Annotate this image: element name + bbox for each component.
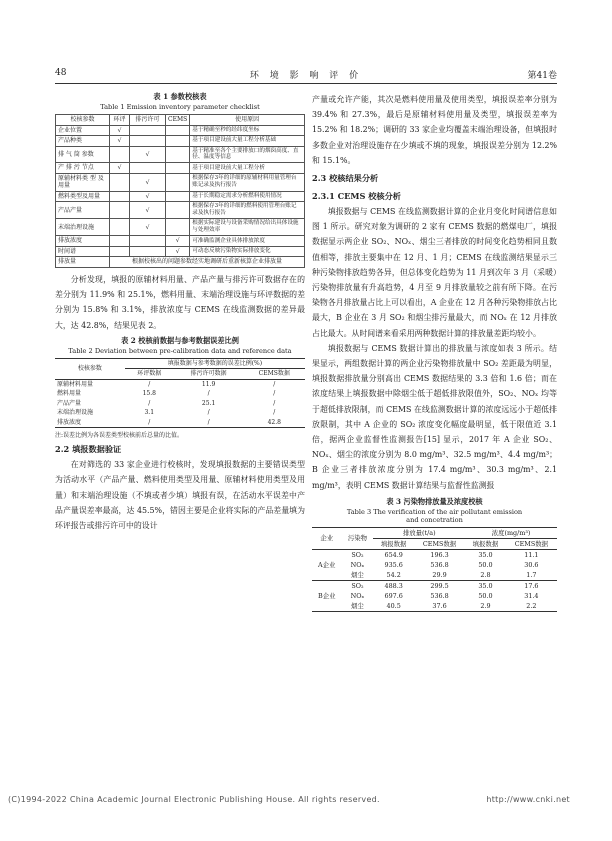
cems-conc-cell: 2.2 xyxy=(526,601,537,610)
cems-cell xyxy=(166,219,190,236)
right-column xyxy=(312,92,557,612)
table-row xyxy=(56,191,305,202)
reported-conc-cell: 35.0 xyxy=(478,550,493,559)
pollutant-cell: 烟尘 xyxy=(351,601,364,610)
table2-body xyxy=(55,379,305,428)
param-cell: 排放量 xyxy=(56,257,110,268)
permit-cell: √ xyxy=(130,191,166,202)
reported-conc-cell: 35.0 xyxy=(478,581,493,590)
header-rule xyxy=(55,83,557,84)
table3-caption-en: Table 3 The verification of the air pollutant emission xyxy=(346,507,523,516)
cems-paragraph-2: 填报数据与 CEMS 数据计算出的排放量与浓度如表 3 所示。结果显示，两组数据计算的两企业污染物排放量中 SO₂ 差距最为明显，填报数据排放量分别高出 CEMS 数据结果的 3.3 倍和 1.6 倍；而在浓度结果上填报数据中除烟尘低于超低排放限值外，SO₂、NOₓ 均等于超低排放限制，而 CEMS 在线监测数据计算的浓度远远小于超低排放限制，其中 A 企业的 SO₂ 浓度变化幅度最明显，低于限值近 3.1 倍，据两企业监督性监测报告[15] 显示，2017 年 A 企业 SO₂、NOₓ、烟尘的浓度分别为 8.0 mg/m³、32.5 mg/m³、4.4 mg/m³；B 企业三者排放浓度分别为 17.4 mg/m³、30.3 mg/m³、2.1 mg/m³，表明 CEMS 数据计算结果与监督性监测报 xyxy=(312,343,557,490)
reason-cell: 根据保存3年的详细的燃料使用管理台账记录及执行报告 xyxy=(190,202,305,219)
param-cell: 燃料类型及用量 xyxy=(56,191,110,202)
cems-cell xyxy=(166,136,190,147)
table-row xyxy=(56,125,305,136)
permit-cell xyxy=(130,125,166,136)
cems-cell xyxy=(166,202,190,219)
cems-cell: √ xyxy=(166,236,190,247)
permit-cell xyxy=(130,236,166,247)
journal-title: 环 境 影 响 评 价 xyxy=(249,71,363,81)
cems-value-cell: 42.8 xyxy=(267,418,281,426)
cems-emission-cell: 37.6 xyxy=(432,601,447,610)
eia-value-cell: 3.1 xyxy=(144,409,155,417)
cems-conc-cell: 17.6 xyxy=(524,581,539,590)
reason-cell: 可准确监测企业具体排放浓度 xyxy=(190,236,305,247)
table-row xyxy=(56,146,305,163)
permit-value-cell: / xyxy=(207,409,210,417)
eia-cell: √ xyxy=(110,163,130,174)
param-cell: 产 排 污 节点 xyxy=(56,163,110,174)
eia-cell: √ xyxy=(110,125,130,136)
section-2-2-heading: 2.2 填报数据验证 xyxy=(55,444,122,455)
eia-cell: √ xyxy=(110,136,130,147)
cems-conc-cell: 1.7 xyxy=(506,570,557,581)
table3-conc-header: 浓度(mg/m³) xyxy=(465,527,557,538)
permit-cell xyxy=(130,136,166,147)
cems-value-cell: / xyxy=(273,390,276,398)
pollutant-cell: NOₓ xyxy=(350,560,365,569)
reported-conc-cell: 2.8 xyxy=(465,570,506,581)
table-row xyxy=(312,580,557,591)
footer xyxy=(0,795,612,804)
cems-emission-cell: 196.3 xyxy=(430,550,449,559)
cems-emission-cell: 536.8 xyxy=(430,591,449,600)
reported-emission-cell: 40.5 xyxy=(386,601,401,610)
table-row xyxy=(55,389,305,399)
reason-cell: 根据实际建设与设备采购情况给出具体设施与处理效率 xyxy=(190,219,305,236)
table-row xyxy=(56,163,305,174)
table2-col-header: 排污许可数据 xyxy=(174,369,244,380)
reported-emission-cell: 935.6 xyxy=(384,560,403,569)
cems-cell: √ xyxy=(166,246,190,257)
reported-emission-cell: 54.2 xyxy=(373,570,414,581)
reason-cell: 根据保存3年的详细的原辅材料用量管理台账记录及执行报告 xyxy=(190,173,305,191)
reason-cell: 基于长期稳定需求分析燃料使用情况 xyxy=(190,191,305,202)
table-row xyxy=(312,549,557,560)
param-cell: 燃料用量 xyxy=(57,390,82,398)
permit-cell: √ xyxy=(130,202,166,219)
table3-body xyxy=(312,549,557,611)
table2-group-header: 填报数据与参考数据的误差比例(%) xyxy=(125,358,305,369)
param-cell: 排放浓度 xyxy=(57,418,82,426)
table-row xyxy=(56,219,305,236)
cems-value-cell: / xyxy=(273,380,276,388)
param-cell: 产品产量 xyxy=(56,202,110,219)
reported-emission-cell: 697.6 xyxy=(384,591,403,600)
eia-value-cell: / xyxy=(148,418,151,426)
permit-value-cell: / xyxy=(207,390,210,398)
table3-sub-header: CEMS数据 xyxy=(506,538,557,549)
page-number: 48 xyxy=(55,68,67,78)
table3-caption-en-line2: and concetration xyxy=(406,515,463,524)
table-row xyxy=(55,418,305,428)
company-cell: A企业 xyxy=(312,549,342,580)
eia-value-cell: / xyxy=(148,380,151,388)
eia-cell xyxy=(110,202,130,219)
reason-cell: 基于精准至各个主要排放口的烟囱高度、直径、温度等信息 xyxy=(190,146,305,163)
param-cell: 排放浓度 xyxy=(56,236,110,247)
table2-caption-en: Table 2 Deviation between pre-calibration data and reference data xyxy=(68,346,292,355)
table-row xyxy=(312,560,557,570)
table1-header: 校核参数 xyxy=(56,115,110,126)
permit-cell xyxy=(130,163,166,174)
reason-cell: 基于精确至秒的经纬度坐标 xyxy=(190,125,305,136)
table-row xyxy=(55,408,305,418)
eia-cell xyxy=(110,246,130,257)
param-cell: 产品产量 xyxy=(57,399,82,407)
table1 xyxy=(55,114,305,268)
reported-emission-cell: 654.9 xyxy=(384,550,403,559)
cems-conc-cell: 11.1 xyxy=(524,550,539,559)
footer-url: http://www.cnki.net xyxy=(486,795,570,804)
permit-cell xyxy=(130,246,166,257)
table-row xyxy=(312,570,557,581)
table3-sub-header: 填报数据 xyxy=(373,538,414,549)
cems-paragraph-1: 填报数据与 CEMS 在线监测数据计算的企业月变化时间谱信息如图 1 所示。研究对象为调研的 2 家有 CEMS 数据的燃煤电厂，填报数据显示两企业 SO₂、NOₓ、烟尘三者排放的时间变化趋势相同且数值相等，排放主要集中在 12 月、1 月；CEMS 在线监测结果显示三种污染物排放趋势各异，但总体变化趋势为 11 月到次年 3 月（采暖）污染物排放量有升高趋势，4 月至 9 月排放量较之前有所下降。在污染物各月排放量占比上可以看出，A 企业在 12 月各种污染物排放占比最大，B 企业在 3 月 SO₂ 和烟尘排污量最大，而 NOₓ 在 12 月排放占比最大。从时间谱来看采用两种数据计算的排放量差距均较小。 xyxy=(312,207,557,338)
pollutant-cell: SO₂ xyxy=(351,550,364,559)
pollutant-cell: 烟尘 xyxy=(342,570,374,581)
table2-col-header: 环评数据 xyxy=(125,369,174,380)
section-2-3-heading: 2.3 校核结果分析 xyxy=(312,173,379,184)
eia-cell xyxy=(110,146,130,163)
table3-sub-header: 填报数据 xyxy=(465,538,506,549)
continued-paragraph: 产量或允许产能，其次是燃料使用量及使用类型，填报误差率分别为 39.4% 和 27.3%，最后是原辅材料使用量及类型，填报误差率为 15.2% 和 18.2%；调研的 33 家企业均覆盖末端治理设备，但填报时多数企业对治理设施存在少填或不填的现象，填报误差分别为 12.2% 和 15.1%。 xyxy=(312,95,557,165)
table2-param-header: 校核参数 xyxy=(55,358,125,379)
table3-company-header: 企业 xyxy=(312,527,342,549)
reason-cell: 根据校核出的问题参数经实地调研后重新核算企业排放量 xyxy=(110,257,305,268)
table3-pollutant-header: 污染物 xyxy=(342,527,374,549)
eia-value-cell: 15.8 xyxy=(142,390,156,398)
eia-cell xyxy=(110,219,130,236)
analysis-paragraph: 分析发现，填报的原辅材料用量、产品产量与排污许可数据存在的差分别为 11.9% 和 25.1%，燃料用量、末端治理设施与环评数据的差分别为 15.8% 和 3.1%，排放浓度与 CEMS 在线监测数据的差异最大，达 42.8%，结果见表 2。 xyxy=(55,274,305,330)
table-row xyxy=(55,379,305,389)
volume-label: 第41卷 xyxy=(527,71,557,81)
cems-value-cell: / xyxy=(273,409,276,417)
cems-emission-cell: 299.5 xyxy=(430,581,449,590)
reported-emission-cell: 488.3 xyxy=(384,581,403,590)
table-row xyxy=(56,136,305,147)
reason-cell: 可动态反映污染物实际排放变化 xyxy=(190,246,305,257)
table2-caption-cn: 表 2 校核前数据与参考数据误差比例 xyxy=(121,335,239,345)
copyright-notice: (C)1994-2022 China Academic Journal Electronic Publishing House. All rights reserved. xyxy=(8,795,380,804)
cems-cell xyxy=(166,191,190,202)
table-row xyxy=(56,236,305,247)
section-2-2-paragraph: 在对筛选的 33 家企业进行校核时，发现填报数据的主要错误类型为活动水平（产品产量、燃料使用类型及用量、原辅材料使用类型及用量）和末端治理设施（不填或者少填）填报有误，在活动水平误差中产品产量误差率最高，达 45.5%，错因主要是企业将实际的产品差量填为环评报告或排污许可中的设计 xyxy=(55,460,305,531)
reason-cell: 基于项目建设前大量工程分析基础 xyxy=(190,136,305,147)
table1-header: 使用原因 xyxy=(190,115,305,126)
table-row xyxy=(56,173,305,191)
table-row xyxy=(56,202,305,219)
table-row xyxy=(312,591,557,601)
running-header xyxy=(55,68,557,82)
table-row xyxy=(56,257,305,268)
permit-cell: √ xyxy=(130,146,166,163)
cems-conc-cell: 31.4 xyxy=(524,591,539,600)
param-cell: 企业位置 xyxy=(56,125,110,136)
table2 xyxy=(55,358,305,429)
table1-caption-en: Table 1 Emission inventory parameter checklist xyxy=(100,103,260,111)
eia-cell xyxy=(110,173,130,191)
param-cell: 末端治理设施 xyxy=(56,219,110,236)
pollutant-cell: NOₓ xyxy=(350,591,365,600)
table1-header: CEMS xyxy=(166,115,190,126)
permit-cell: √ xyxy=(130,173,166,191)
table1-caption-cn: 表 1 参数校核表 xyxy=(153,92,207,101)
param-cell: 产品种类 xyxy=(56,136,110,147)
table3-caption-cn: 表 3 污染物排放量及浓度校核 xyxy=(386,496,483,506)
reported-conc-cell: 2.9 xyxy=(480,601,491,610)
table-row xyxy=(312,601,557,612)
left-column xyxy=(55,92,305,533)
permit-value-cell: / xyxy=(207,418,210,426)
cems-emission-cell: 536.8 xyxy=(430,560,449,569)
table-row xyxy=(55,399,305,409)
param-cell: 时间谱 xyxy=(56,246,110,257)
table2-note: 注:误差比例为各误差类型校核前后总量的比值。 xyxy=(55,432,184,440)
cems-cell xyxy=(166,146,190,163)
permit-cell: √ xyxy=(130,219,166,236)
param-cell: 末端治理设施 xyxy=(57,409,94,417)
permit-value-cell: 25.1 xyxy=(201,399,216,407)
eia-value-cell: / xyxy=(148,399,151,407)
table3 xyxy=(312,527,557,612)
table1-header: 排污许可 xyxy=(130,115,166,126)
table3-emission-header: 排放量(t/a) xyxy=(373,527,465,538)
section-2-3-1-heading: 2.3.1 CEMS 校核分析 xyxy=(312,191,401,202)
reason-cell: 基于项目建设前大量工程分析 xyxy=(190,163,305,174)
eia-cell xyxy=(110,236,130,247)
cems-cell xyxy=(166,163,190,174)
pollutant-cell: SO₂ xyxy=(351,581,364,590)
cems-cell xyxy=(166,125,190,136)
table2-col-header: CEMS数据 xyxy=(244,369,306,380)
table1-body xyxy=(56,125,305,267)
param-cell: 排 气 筒 参数 xyxy=(56,146,110,163)
cems-emission-cell: 29.9 xyxy=(414,570,465,581)
reported-conc-cell: 50.0 xyxy=(478,591,493,600)
permit-value-cell: 11.9 xyxy=(201,380,216,388)
table1-header: 环评 xyxy=(110,115,130,126)
cems-conc-cell: 30.6 xyxy=(524,560,539,569)
cems-cell xyxy=(166,173,190,191)
table-row xyxy=(56,246,305,257)
table3-sub-header: CEMS数据 xyxy=(414,538,465,549)
company-cell: B企业 xyxy=(318,591,336,600)
reported-conc-cell: 50.0 xyxy=(478,560,493,569)
cems-value-cell: / xyxy=(273,399,276,407)
eia-cell xyxy=(110,191,130,202)
param-cell: 原辅材料用量 xyxy=(57,380,94,388)
param-cell: 原辅材料类 型 及用量 xyxy=(56,173,110,191)
table1-header-row xyxy=(56,115,305,126)
